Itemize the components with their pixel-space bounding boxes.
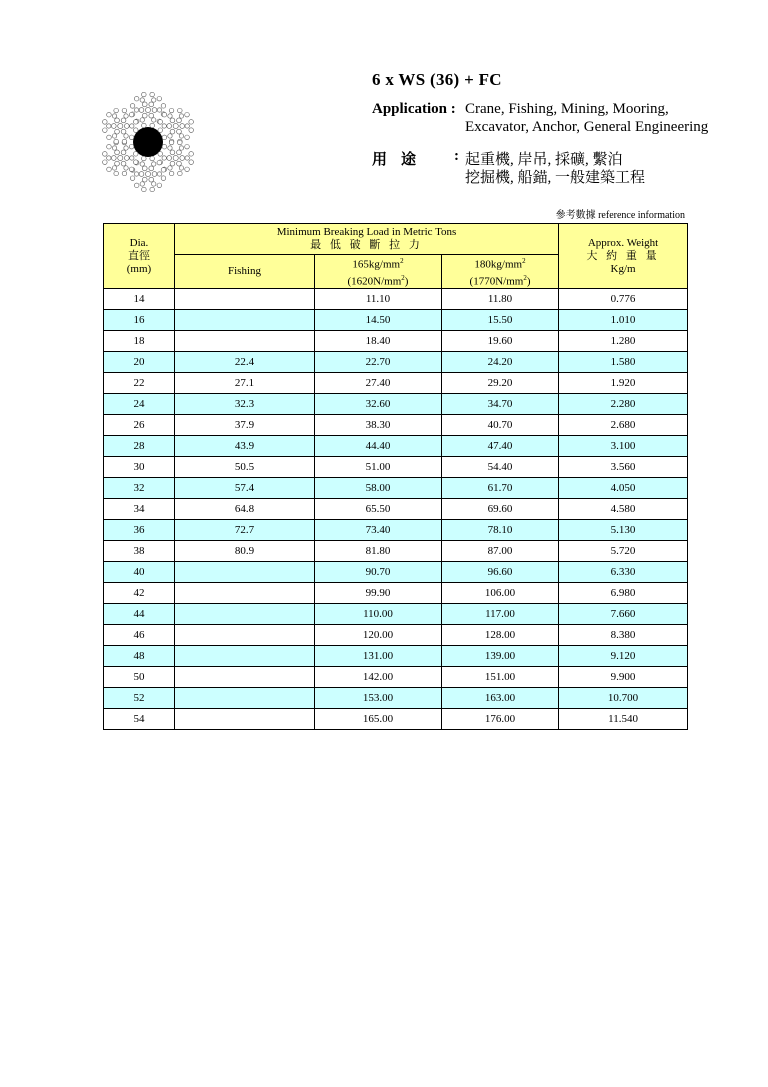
rope-wire [133, 120, 138, 125]
cell-g180: 19.60 [442, 331, 559, 352]
cell-g180: 78.10 [442, 520, 559, 541]
rope-wire [161, 176, 166, 181]
table-row [104, 499, 688, 520]
rope-wire [170, 118, 175, 123]
cell-g180: 96.60 [442, 562, 559, 583]
grade-165-header [315, 255, 442, 289]
rope-wire [185, 135, 190, 140]
cell-dia: 14 [104, 289, 175, 310]
cell-fishing: 43.9 [175, 436, 315, 457]
rope-wire [115, 161, 120, 166]
rope-wire [157, 183, 162, 188]
table-row [104, 541, 688, 562]
cell-g165: 38.30 [315, 415, 442, 436]
table-row [104, 583, 688, 604]
chinese-application-colon: : [454, 148, 459, 164]
rope-wire [161, 104, 166, 109]
cell-g165: 81.80 [315, 541, 442, 562]
cell-dia: 16 [104, 310, 175, 331]
fishing-header: Fishing [175, 255, 315, 289]
rope-wire [170, 161, 175, 166]
cell-fishing: 27.1 [175, 373, 315, 394]
cell-weight: 11.540 [559, 709, 688, 730]
cell-g165: 99.90 [315, 583, 442, 604]
rope-wire [122, 108, 127, 113]
table-row [104, 457, 688, 478]
rope-wire [103, 152, 108, 157]
cell-weight: 7.660 [559, 604, 688, 625]
cell-g165: 90.70 [315, 562, 442, 583]
cell-fishing [175, 289, 315, 310]
rope-wire [130, 104, 135, 109]
rope-wire [139, 108, 144, 113]
application-line-1: Crane, Fishing, Mining, Mooring, [465, 101, 669, 117]
rope-wire [185, 124, 189, 128]
cell-fishing [175, 709, 315, 730]
rope-wire [142, 123, 147, 128]
rope-wire [179, 166, 183, 170]
cell-weight: 2.280 [559, 394, 688, 415]
rope-wire [149, 102, 154, 107]
cell-g180: 24.20 [442, 352, 559, 373]
rope-wire [107, 124, 111, 128]
rope-wire [142, 113, 147, 118]
cell-weight: 4.580 [559, 499, 688, 520]
rope-wire [150, 156, 155, 161]
cell-dia: 36 [104, 520, 175, 541]
rope-wire [112, 166, 116, 170]
cell-fishing: 80.9 [175, 541, 315, 562]
rope-wire [158, 152, 163, 157]
rope-wire [134, 183, 139, 188]
cell-g165: 142.00 [315, 667, 442, 688]
cell-dia: 34 [104, 499, 175, 520]
rope-wire [189, 128, 194, 133]
cell-fishing: 32.3 [175, 394, 315, 415]
rope-wire [152, 108, 157, 113]
table-row [104, 478, 688, 499]
rope-wire [169, 140, 174, 145]
rope-wire [114, 139, 119, 144]
rope-wire [142, 177, 147, 182]
rope-wire [158, 120, 163, 125]
rope-wire [142, 187, 147, 192]
table-row [104, 709, 688, 730]
rope-wire [168, 146, 172, 150]
cell-g180: 61.70 [442, 478, 559, 499]
cell-dia: 24 [104, 394, 175, 415]
rope-wire [162, 144, 167, 149]
rope-wire [149, 166, 154, 171]
rope-wire [168, 114, 172, 118]
cell-g180: 47.40 [442, 436, 559, 457]
table-row [104, 310, 688, 331]
rope-wire [140, 182, 144, 186]
rope-wire [122, 171, 127, 176]
cell-dia: 38 [104, 541, 175, 562]
weight-header-unit: Kg/m [610, 262, 636, 275]
reference-note: 參考數據 reference information [555, 210, 685, 221]
dia-header-unit: (mm) [126, 262, 152, 275]
cell-weight: 1.580 [559, 352, 688, 373]
rope-wire [157, 172, 161, 176]
product-title: 6 x WS (36) + FC [372, 70, 502, 89]
rope-wire [157, 108, 161, 112]
cell-fishing: 37.9 [175, 415, 315, 436]
cell-g165: 153.00 [315, 688, 442, 709]
dia-header-cn: 直徑 [128, 249, 150, 262]
rope-wire [168, 134, 172, 138]
cell-weight: 1.280 [559, 331, 688, 352]
rope-wire [134, 108, 138, 112]
rope-wire [152, 162, 156, 166]
rope-wire [129, 167, 134, 172]
rope-wire [177, 161, 182, 166]
cell-fishing: 72.7 [175, 520, 315, 541]
rope-wire [133, 152, 138, 157]
cell-fishing [175, 688, 315, 709]
cell-weight: 6.980 [559, 583, 688, 604]
dia-header [104, 224, 175, 289]
rope-wire [107, 144, 112, 149]
table-row [104, 352, 688, 373]
cell-fishing [175, 625, 315, 646]
cell-fishing [175, 604, 315, 625]
cell-g180: 29.20 [442, 373, 559, 394]
rope-wire [112, 134, 116, 138]
cell-g180: 34.70 [442, 394, 559, 415]
rope-wire [185, 167, 190, 172]
weight-header [559, 224, 688, 289]
rope-wire [121, 161, 126, 166]
rope-wire [179, 146, 183, 150]
rope-wire [168, 166, 172, 170]
rope-wire [185, 156, 189, 160]
rope-wire [185, 112, 190, 117]
grade-180-main-sup: 2 [522, 257, 526, 265]
cell-weight: 3.100 [559, 436, 688, 457]
cell-g165: 165.00 [315, 709, 442, 730]
grade-165-close: ) [404, 275, 409, 288]
rope-wire [124, 156, 129, 161]
grade-165-main-sup: 2 [400, 257, 404, 265]
cell-g180: 139.00 [442, 646, 559, 667]
cell-fishing: 50.5 [175, 457, 315, 478]
rope-wire [124, 146, 128, 150]
cell-weight: 5.720 [559, 541, 688, 562]
rope-wire [177, 150, 182, 155]
rope-wire [134, 172, 138, 176]
grade-165-sub-sup: 2 [401, 273, 405, 282]
rope-wire [142, 92, 147, 97]
rope-wire [158, 128, 163, 133]
cell-dia: 20 [104, 352, 175, 373]
cell-fishing [175, 562, 315, 583]
rope-wire [157, 160, 162, 165]
grade-165-main: 165kg/mm [352, 258, 401, 271]
rope-wire [180, 124, 185, 129]
cell-g165: 18.40 [315, 331, 442, 352]
rope-wire [130, 176, 135, 181]
cell-weight: 5.130 [559, 520, 688, 541]
table-row [104, 667, 688, 688]
rope-wire [149, 177, 154, 182]
rope-wire [115, 129, 120, 134]
cell-g165: 27.40 [315, 373, 442, 394]
cell-weight: 10.700 [559, 688, 688, 709]
mbl-header [175, 224, 559, 255]
cell-g180: 106.00 [442, 583, 559, 604]
application-line-2: Excavator, Anchor, General Engineering [465, 119, 709, 135]
rope-wire [122, 139, 127, 144]
rope-wire [140, 162, 144, 166]
table-row [104, 646, 688, 667]
rope-wire [189, 120, 194, 125]
rope-wire [179, 114, 183, 118]
table-row [104, 604, 688, 625]
weight-header-en: Approx. Weight [587, 236, 659, 249]
cell-dia: 42 [104, 583, 175, 604]
rope-wire [142, 166, 147, 171]
cell-g180: 87.00 [442, 541, 559, 562]
cell-weight: 9.900 [559, 667, 688, 688]
table-row [104, 331, 688, 352]
mbl-header-cn: 最 低 破 斷 拉 力 [310, 239, 423, 251]
cell-g165: 32.60 [315, 394, 442, 415]
table-row [104, 373, 688, 394]
rope-wire [150, 187, 155, 192]
rope-wire [118, 155, 123, 160]
grade-180-sub-sup: 2 [523, 273, 527, 282]
cell-g180: 15.50 [442, 310, 559, 331]
cell-g165: 44.40 [315, 436, 442, 457]
cell-g165: 110.00 [315, 604, 442, 625]
rope-wire [152, 182, 156, 186]
table-row [104, 688, 688, 709]
cell-dia: 50 [104, 667, 175, 688]
cell-weight: 6.330 [559, 562, 688, 583]
cell-dia: 52 [104, 688, 175, 709]
cell-dia: 22 [104, 373, 175, 394]
mbl-header-en: Minimum Breaking Load in Metric Tons [276, 226, 457, 238]
specification-table [103, 223, 688, 730]
rope-wire [107, 156, 111, 160]
cell-dia: 32 [104, 478, 175, 499]
cell-fishing [175, 310, 315, 331]
rope-wire [170, 129, 175, 134]
rope-wire [124, 134, 128, 138]
rope-wire [118, 123, 123, 128]
cell-g165: 22.70 [315, 352, 442, 373]
rope-wire [107, 112, 112, 117]
cell-fishing: 22.4 [175, 352, 315, 373]
rope-wire [107, 167, 112, 172]
cell-dia: 54 [104, 709, 175, 730]
rope-wire [103, 160, 108, 165]
rope-wire [103, 128, 108, 133]
rope-wire [152, 98, 156, 102]
rope-wire [134, 96, 139, 101]
rope-wire [173, 123, 178, 128]
grade-180-header [442, 255, 559, 289]
rope-wire [152, 118, 156, 122]
rope-wire [114, 108, 119, 113]
cell-g165: 131.00 [315, 646, 442, 667]
rope-wire [161, 168, 166, 173]
cell-g165: 120.00 [315, 625, 442, 646]
cell-dia: 26 [104, 415, 175, 436]
cell-g180: 11.80 [442, 289, 559, 310]
cell-fishing [175, 646, 315, 667]
rope-wire [157, 96, 162, 101]
cell-fishing [175, 667, 315, 688]
rope-wire [121, 129, 126, 134]
cell-dia: 46 [104, 625, 175, 646]
table-row [104, 394, 688, 415]
cell-weight: 1.920 [559, 373, 688, 394]
rope-wire [177, 129, 182, 134]
cell-g180: 128.00 [442, 625, 559, 646]
rope-wire [107, 135, 112, 140]
grade-180-sub: (1770N/mm [469, 275, 524, 288]
wire-rope-cross-section-icon [98, 92, 198, 192]
cell-g180: 117.00 [442, 604, 559, 625]
chinese-application-line-1: 起重機, 岸吊, 採礦, 繫泊 [465, 152, 623, 168]
table-row [104, 289, 688, 310]
rope-wire [162, 112, 167, 117]
cell-g165: 58.00 [315, 478, 442, 499]
rope-wire [162, 124, 166, 128]
rope-wire [180, 156, 185, 161]
rope-wire [169, 171, 174, 176]
rope-wire [178, 171, 183, 176]
rope-wire [129, 112, 134, 117]
cell-dia: 18 [104, 331, 175, 352]
rope-wire [129, 144, 134, 149]
rope-wire [114, 171, 119, 176]
cell-weight: 8.380 [559, 625, 688, 646]
rope-wire [167, 124, 172, 129]
cell-g165: 11.10 [315, 289, 442, 310]
rope-wire [150, 92, 155, 97]
cell-weight: 1.010 [559, 310, 688, 331]
rope-wire [189, 160, 194, 165]
rope-wire [130, 124, 134, 128]
rope-wire [124, 114, 128, 118]
rope-wire [103, 120, 108, 125]
rope-wire [133, 128, 138, 133]
table-row [104, 415, 688, 436]
cell-g165: 14.50 [315, 310, 442, 331]
dia-header-en: Dia. [129, 236, 149, 249]
rope-wire [140, 118, 144, 122]
rope-wire [124, 124, 129, 129]
cell-weight: 3.560 [559, 457, 688, 478]
cell-g180: 151.00 [442, 667, 559, 688]
rope-wire [185, 144, 190, 149]
cell-dia: 40 [104, 562, 175, 583]
rope-wire [130, 156, 134, 160]
rope-wire [139, 172, 144, 177]
cell-g180: 176.00 [442, 709, 559, 730]
cell-weight: 9.120 [559, 646, 688, 667]
rope-wire [152, 172, 157, 177]
rope-wire [142, 102, 147, 107]
rope-wire [140, 98, 144, 102]
chinese-application-line-2: 挖掘機, 船錨, 一般建築工程 [465, 170, 646, 186]
rope-wire [162, 135, 167, 140]
rope-wire [121, 150, 126, 155]
rope-wire [115, 150, 120, 155]
cell-fishing: 64.8 [175, 499, 315, 520]
rope-wire [177, 118, 182, 123]
cell-weight: 0.776 [559, 289, 688, 310]
rope-wire [124, 166, 128, 170]
rope-wire [189, 152, 194, 157]
cell-g180: 54.40 [442, 457, 559, 478]
cell-g165: 65.50 [315, 499, 442, 520]
rope-wire [178, 140, 183, 145]
rope-wire [111, 124, 116, 129]
cell-fishing [175, 331, 315, 352]
weight-header-cn: 大 約 重 量 [586, 249, 660, 262]
cell-g180: 163.00 [442, 688, 559, 709]
rope-wire [178, 108, 183, 113]
rope-wire [179, 134, 183, 138]
table-row [104, 520, 688, 541]
cell-g180: 40.70 [442, 415, 559, 436]
rope-wire [169, 108, 174, 113]
rope-wire [133, 160, 138, 165]
cell-g165: 51.00 [315, 457, 442, 478]
cell-g165: 73.40 [315, 520, 442, 541]
rope-wire [112, 114, 116, 118]
rope-wire [149, 113, 154, 118]
rope-wire [129, 135, 134, 140]
rope-wire [145, 107, 150, 112]
rope-wire [145, 171, 150, 176]
rope-wire [167, 156, 172, 161]
cell-g180: 69.60 [442, 499, 559, 520]
grade-165-sub: (1620N/mm [347, 275, 402, 288]
cell-weight: 4.050 [559, 478, 688, 499]
chinese-application-label: 用途 [372, 152, 431, 168]
rope-wire [170, 150, 175, 155]
rope-wire [162, 156, 166, 160]
grade-180-close: ) [526, 275, 531, 288]
rope-wire [112, 146, 116, 150]
cell-dia: 30 [104, 457, 175, 478]
cell-dia: 44 [104, 604, 175, 625]
table-row [104, 436, 688, 457]
cell-dia: 28 [104, 436, 175, 457]
rope-wire [111, 156, 116, 161]
cell-weight: 2.680 [559, 415, 688, 436]
rope-wire [150, 123, 155, 128]
rope-wire [142, 156, 147, 161]
cell-fishing [175, 583, 315, 604]
cell-fishing: 57.4 [175, 478, 315, 499]
grade-180-main: 180kg/mm [474, 258, 523, 271]
rope-wire [121, 118, 126, 123]
application-label: Application : [372, 101, 456, 117]
table-row [104, 562, 688, 583]
rope-wire [115, 118, 120, 123]
cell-dia: 48 [104, 646, 175, 667]
table-row [104, 625, 688, 646]
rope-wire [173, 155, 178, 160]
